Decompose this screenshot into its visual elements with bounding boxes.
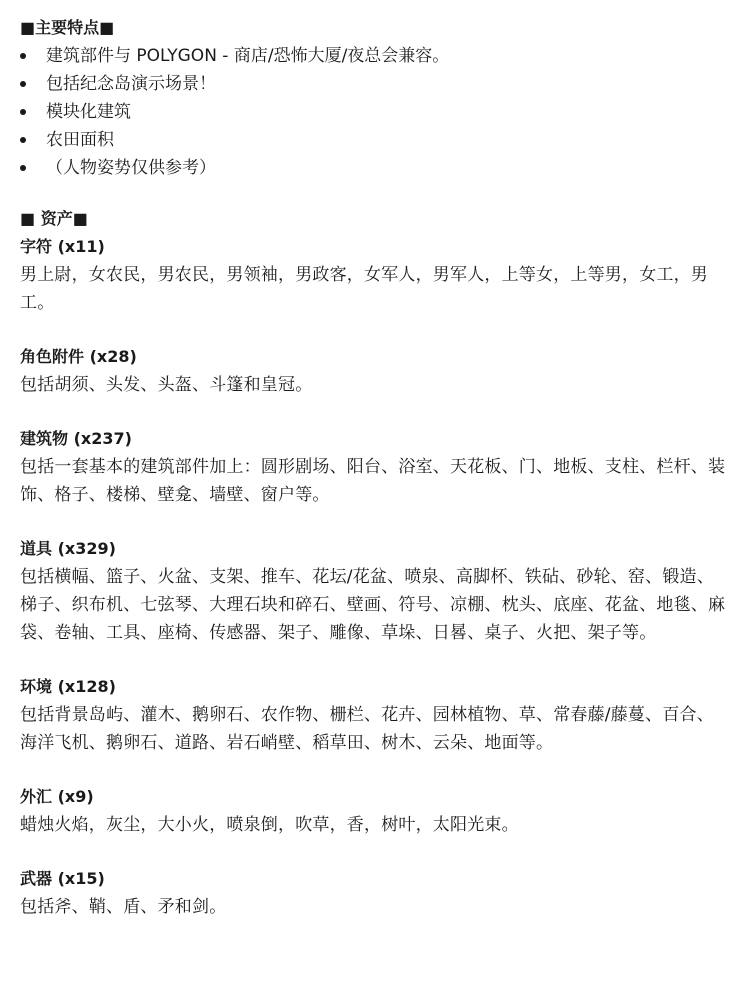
feature-text: 包括纪念岛演示场景！ xyxy=(46,74,216,94)
list-item xyxy=(20,70,730,98)
list-item xyxy=(20,154,730,182)
bullet-icon xyxy=(20,165,26,171)
section-title: 字符 (x11) xyxy=(20,237,105,256)
section-body: 包括一套基本的建筑部件加上：圆形剧场、阳台、浴室、天花板、门、地板、支柱、栏杆、装饰、格子、楼梯、壁龛、墙壁、窗户等。 xyxy=(20,457,726,505)
assets-heading: ■ 资产■ xyxy=(20,209,88,228)
asset-section-props xyxy=(20,535,730,647)
list-item xyxy=(20,126,730,154)
list-item xyxy=(20,98,730,126)
bullet-icon xyxy=(20,137,26,143)
section-body: 包括背景岛屿、灌木、鹅卵石、农作物、栅栏、花卉、园林植物、草、常春藤/藤蔓、百合、海洋飞机、鹅卵石、道路、岩石峭壁、稻草田、树木、云朵、地面等。 xyxy=(20,705,714,753)
section-title: 道具 (x329) xyxy=(20,539,116,558)
section-title: 外汇 (x9) xyxy=(20,787,94,806)
asset-section-weapons xyxy=(20,865,730,921)
bullet-icon xyxy=(20,81,26,87)
feature-text: （人物姿势仅供参考） xyxy=(46,158,216,178)
asset-section-characters xyxy=(20,233,730,317)
asset-section-character-attachments xyxy=(20,343,730,399)
section-title: 角色附件 (x28) xyxy=(20,347,137,366)
section-body: 包括横幅、篮子、火盆、支架、推车、花坛/花盆、喷泉、高脚杯、铁砧、砂轮、窑、锻造、梯子、织布机、七弦琴、大理石块和碎石、壁画、符号、凉棚、枕头、底座、花盆、地毯、麻袋、卷轴、工具、座椅、传感器、架子、雕像、草垛、日晷、桌子、火把、架子等。 xyxy=(20,567,726,643)
asset-section-fx xyxy=(20,783,730,839)
feature-text: 模块化建筑 xyxy=(46,102,131,122)
section-body: 蜡烛火焰，灰尘，大小火，喷泉倒，吹草，香，树叶，太阳光束。 xyxy=(20,815,519,835)
asset-section-environment xyxy=(20,673,730,757)
section-title: 环境 (x128) xyxy=(20,677,116,696)
section-body: 男上尉，女农民，男农民，男领袖，男政客，女军人，男军人，上等女，上等男，女工，男工。 xyxy=(20,265,708,313)
list-item xyxy=(20,42,730,70)
features-heading: ■主要特点■ xyxy=(20,18,115,37)
feature-text: 建筑部件与 POLYGON - 商店/恐怖大厦/夜总会兼容。 xyxy=(46,46,450,66)
section-body: 包括胡须、头发、头盔、斗篷和皇冠。 xyxy=(20,375,313,395)
bullet-icon xyxy=(20,109,26,115)
section-body: 包括斧、鞘、盾、矛和剑。 xyxy=(20,897,227,917)
bullet-icon xyxy=(20,53,26,59)
feature-text: 农田面积 xyxy=(46,130,114,150)
features-list xyxy=(20,42,730,182)
section-title: 武器 (x15) xyxy=(20,869,105,888)
section-title: 建筑物 (x237) xyxy=(20,429,132,448)
asset-section-buildings xyxy=(20,425,730,509)
